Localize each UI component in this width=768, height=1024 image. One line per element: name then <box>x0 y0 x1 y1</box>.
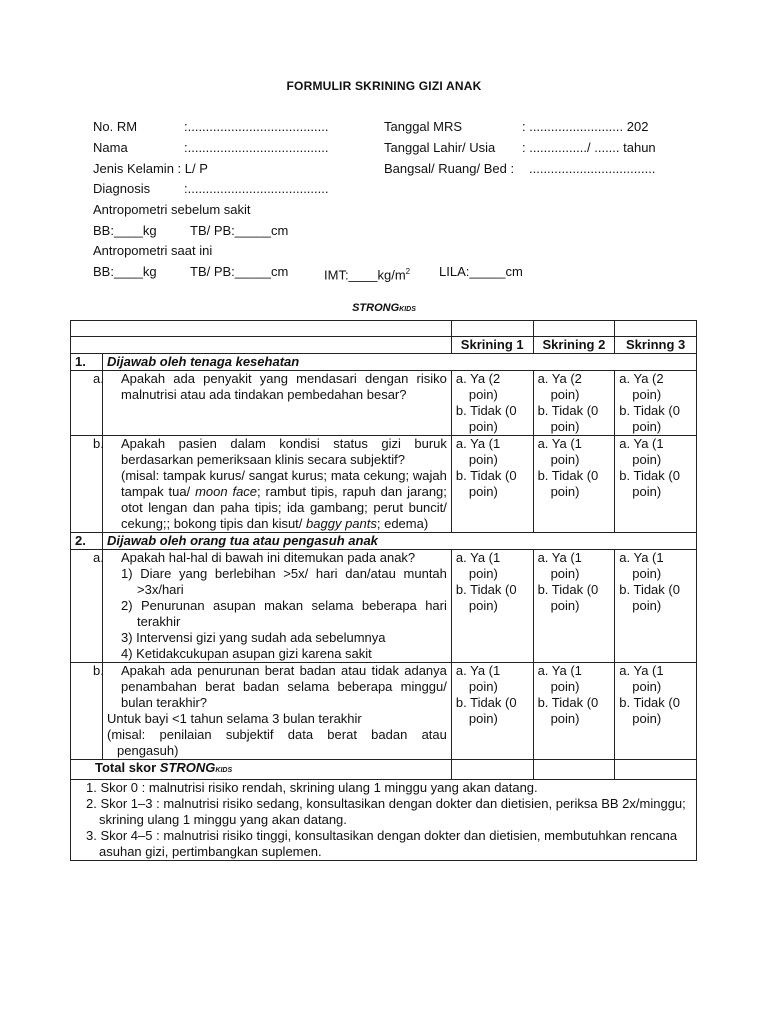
total-skrining-1[interactable] <box>451 760 533 780</box>
option-ya[interactable]: a. Ya (1 poin) <box>619 663 664 694</box>
option-tidak[interactable]: b. Tidak (0 poin) <box>619 403 680 434</box>
question-example <box>107 468 447 532</box>
screening-table <box>70 320 697 861</box>
table-spacer-row <box>71 321 697 337</box>
question-row <box>71 371 697 436</box>
section-heading: Dijawab oleh tenaga kesehatan <box>103 354 697 371</box>
question-note: (misal: penilaian subjektif data berat badan atau pengasuh) <box>107 727 447 758</box>
example-text: ; rambut tipis, rapuh dan jarang; otot lengan dan paha tipis; ida gambang; perut buncit/ cekung;; bokong tipis dan kisut/ <box>121 484 447 531</box>
question-text: Apakah ada penyakit yang mendasari dengan risiko malnutrisi atau ada tindakan pembedahan besar? <box>121 371 447 402</box>
header-empty-cell <box>71 337 452 354</box>
option-ya[interactable]: a. Ya (1 poin) <box>455 436 501 467</box>
no-rm-field[interactable]: :....................................... <box>184 119 329 134</box>
answer-cell[interactable] <box>533 663 615 760</box>
jenis-kelamin[interactable]: Jenis Kelamin : L/ P <box>93 161 208 176</box>
option-tidak[interactable]: b. Tidak (0 poin) <box>537 582 599 613</box>
imt-superscript: 2 <box>405 267 411 276</box>
question-label: a. <box>93 550 104 565</box>
diagnosis-label: Diagnosis <box>93 181 151 196</box>
option-ya[interactable]: a. Ya (2 poin) <box>619 371 664 402</box>
question-text: Apakah hal-hal di bawah ini ditemukan pada anak? <box>121 550 416 565</box>
total-skrining-3[interactable] <box>615 760 697 780</box>
legend-item: 1. Skor 0 : malnutrisi risiko rendah, skrining ulang 1 minggu yang akan datang. <box>86 780 538 795</box>
answer-cell[interactable] <box>451 550 533 663</box>
nama-field[interactable]: :....................................... <box>184 140 329 155</box>
legend-item: 3. Skor 4–5 : malnutrisi risiko tinggi, konsultasikan dengan dokter dan dietisien, membutuhkan rencana asuhan gizi, pertimbangkan suplemen. <box>86 828 678 859</box>
antropometri-saat-label: Antropometri saat ini <box>93 243 213 258</box>
section-number: 1. <box>71 354 103 371</box>
tanggal-lahir-label: Tanggal Lahir/ Usia <box>384 140 496 155</box>
option-ya[interactable]: a. Ya (2 poin) <box>537 371 582 402</box>
bangsal-field[interactable]: ................................... <box>529 161 656 176</box>
legend-item: 2. Skor 1–3 : malnutrisi risiko sedang, konsultasikan dengan dokter dan dietisien, periksa BB 2x/minggu; skrining ulang 1 minggu yang akan datang. <box>86 796 686 827</box>
option-ya[interactable]: a. Ya (1 poin) <box>455 550 501 581</box>
list-item: 4) Ketidakcukupan asupan gizi karena sakit <box>121 646 372 661</box>
total-text: Total skor <box>95 760 160 775</box>
section-2-row <box>71 533 697 550</box>
spacer-cell <box>451 321 533 337</box>
example-text: ; edema) <box>376 516 429 531</box>
tanggal-mrs-field[interactable]: : .......................... 202 <box>522 119 649 134</box>
total-row <box>71 760 697 780</box>
spacer-cell <box>71 321 452 337</box>
answer-cell[interactable] <box>615 663 697 760</box>
answer-cell[interactable] <box>615 371 697 436</box>
option-ya[interactable]: a. Ya (1 poin) <box>537 550 582 581</box>
option-tidak[interactable]: b. Tidak (0 poin) <box>455 403 517 434</box>
strong-text: STRONG <box>352 302 400 314</box>
diagnosis-field[interactable]: :....................................... <box>184 181 329 196</box>
option-ya[interactable]: a. Ya (1 poin) <box>619 436 664 467</box>
nama-label: Nama <box>93 140 128 155</box>
tanggal-lahir-field[interactable]: : ................/ ....... tahun <box>522 140 656 155</box>
example-text: (misal: tampak kurus/ sangat kurus; mata cekung; wajah tampak tua/ <box>121 468 447 499</box>
tb-sebelum-field[interactable]: TB/ PB:_____cm <box>190 223 289 238</box>
option-tidak[interactable]: b. Tidak (0 poin) <box>455 582 517 613</box>
total-kids: KIDS <box>215 767 233 774</box>
table-header-row <box>71 337 697 354</box>
bb-sebelum-field[interactable]: BB:____kg <box>93 223 157 238</box>
answer-cell[interactable] <box>451 663 533 760</box>
question-text: Apakah ada penurunan berat badan atau tidak adanya penambahan berat badan selama beberapa minggu/ bulan terakhir? <box>121 663 447 710</box>
answer-cell[interactable] <box>615 436 697 533</box>
option-tidak[interactable]: b. Tidak (0 poin) <box>619 582 680 613</box>
spacer-cell <box>615 321 697 337</box>
no-rm-label: No. RM <box>93 119 138 134</box>
total-label <box>71 760 452 780</box>
question-1a <box>93 371 452 436</box>
option-tidak[interactable]: b. Tidak (0 poin) <box>455 468 517 499</box>
option-ya[interactable]: a. Ya (2 poin) <box>455 371 501 402</box>
question-row <box>71 663 697 760</box>
question-2a <box>93 550 452 663</box>
option-tidak[interactable]: b. Tidak (0 poin) <box>537 403 599 434</box>
answer-cell[interactable] <box>451 436 533 533</box>
question-note: Untuk bayi <1 tahun selama 3 bulan terakhir <box>107 711 362 726</box>
option-tidak[interactable]: b. Tidak (0 poin) <box>619 695 680 726</box>
tb-saat-field[interactable]: TB/ PB:_____cm <box>190 264 289 279</box>
skrining-3-header: Skrinng 3 <box>615 337 697 354</box>
spacer-cell <box>533 321 615 337</box>
bangsal-label: Bangsal/ Ruang/ Bed : <box>384 161 515 176</box>
list-item: 3) Intervensi gizi yang sudah ada sebelumnya <box>121 630 386 645</box>
answer-cell[interactable] <box>533 371 615 436</box>
skrining-2-header: Skrining 2 <box>533 337 615 354</box>
question-label: b. <box>93 436 104 451</box>
option-ya[interactable]: a. Ya (1 poin) <box>537 663 582 694</box>
question-label: a. <box>93 371 104 386</box>
question-row <box>71 550 697 663</box>
empty-cell <box>71 550 103 663</box>
imt-text: IMT:____kg/m <box>324 267 406 283</box>
answer-cell[interactable] <box>451 371 533 436</box>
legend-row <box>71 780 697 861</box>
section-1-row <box>71 354 697 371</box>
score-legend <box>71 780 697 861</box>
option-ya[interactable]: a. Ya (1 poin) <box>537 436 582 467</box>
tanggal-mrs-label: Tanggal MRS <box>384 119 463 134</box>
option-tidak[interactable]: b. Tidak (0 poin) <box>455 695 517 726</box>
total-strong: STRONG <box>159 760 216 775</box>
antropometri-sebelum-label: Antropometri sebelum sakit <box>93 202 251 217</box>
answer-cell[interactable] <box>615 550 697 663</box>
total-skrining-2[interactable] <box>533 760 615 780</box>
answer-cell[interactable] <box>533 550 615 663</box>
example-italic: baggy pants <box>306 516 377 531</box>
strongkids-title <box>0 302 768 314</box>
question-2b <box>93 663 452 760</box>
question-text: Apakah pasien dalam kondisi status gizi buruk berdasarkan pemeriksaan klinis secara subjektif? <box>121 436 447 467</box>
option-ya[interactable]: a. Ya (1 poin) <box>619 550 664 581</box>
option-tidak[interactable]: b. Tidak (0 poin) <box>537 468 599 499</box>
bb-saat-field[interactable]: BB:____kg <box>93 264 157 279</box>
question-1b <box>93 436 452 533</box>
list-item: 2) Penurunan asupan makan selama beberapa hari terakhir <box>121 598 447 629</box>
section-heading: Dijawab oleh orang tua atau pengasuh anak <box>103 533 697 550</box>
page-title: FORMULIR SKRINING GIZI ANAK <box>286 79 482 93</box>
question-label: b. <box>93 663 104 678</box>
option-ya[interactable]: a. Ya (1 poin) <box>455 663 501 694</box>
answer-cell[interactable] <box>533 436 615 533</box>
option-tidak[interactable]: b. Tidak (0 poin) <box>537 695 599 726</box>
lila-field[interactable]: LILA:_____cm <box>439 264 523 279</box>
example-italic: moon face <box>195 484 258 499</box>
skrining-1-header: Skrining 1 <box>451 337 533 354</box>
kids-subscript: KIDS <box>399 306 416 313</box>
list-item: 1) Diare yang berlebihan >5x/ hari dan/atau muntah >3x/hari <box>121 566 447 597</box>
option-tidak[interactable]: b. Tidak (0 poin) <box>619 468 680 499</box>
imt-field[interactable] <box>324 264 410 283</box>
section-number: 2. <box>71 533 103 550</box>
question-row <box>71 436 697 533</box>
